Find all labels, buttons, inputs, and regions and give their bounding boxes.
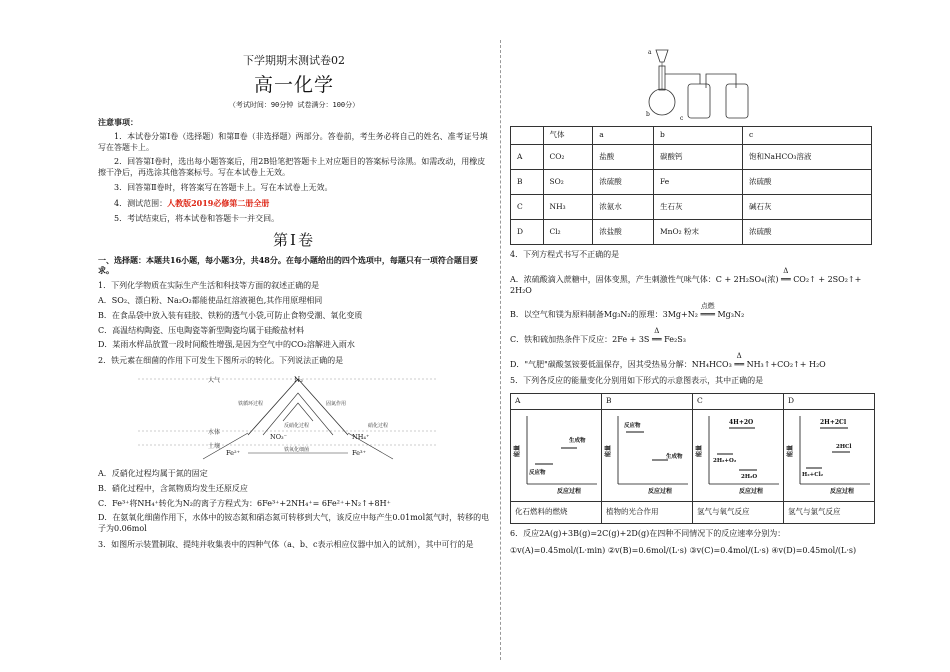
table-cell: 浓硫酸 <box>742 220 871 245</box>
table-cell: Fe <box>653 170 742 195</box>
table-cell: 浓硫酸 <box>742 170 871 195</box>
reaction-condition: Δ <box>654 327 660 336</box>
label-nh4: NH₄⁺ <box>352 432 370 441</box>
energy-diagram-d <box>784 409 875 501</box>
section-instructions: 一、选择题：本题共16小题，每小题3分，共48分。在每小题给出的四个选项中，每题只有一项符合题目要求。 <box>98 254 478 276</box>
exam-title: 高一化学 <box>253 73 334 96</box>
q1-stem: 1．下列化学物质在实际生产生活和科技等方面的叙述正确的是 <box>98 281 320 291</box>
option-label: B <box>602 393 693 409</box>
q5-stem: 5．下列各反应的能量变化分别用如下形式的示意图表示，其中正确的是 <box>510 375 764 385</box>
notice-item: 4．测试范围： <box>114 198 168 208</box>
q6-stem: 6．反应2A(g)+3B(g)=2C(g)+2D(g)在四种不同情况下的反应速率分别为： <box>510 528 786 538</box>
table-header-cell: b <box>653 127 742 145</box>
energy-svg-b <box>604 412 690 496</box>
label-fe3: Fe³⁺ <box>352 448 367 457</box>
rate-item: ①v(A)=0.45mol/(L·min) <box>510 545 606 555</box>
table-cell: D <box>511 220 544 245</box>
section-title: 第Ⅰ卷 <box>273 231 315 250</box>
rate-item: ③v(C)=0.4mol/(L·s) <box>689 545 769 555</box>
axis-progress: 反应过程 <box>739 487 764 495</box>
q2-option-d: D．在氨氧化细菌作用下，水体中的铵态氮和硝态氮可转移到大气，该反应中每产生0.01mol氮气时，转移的电子为0.06mol <box>98 513 490 534</box>
apparatus-label-b: b <box>646 111 650 118</box>
table-header-row <box>511 127 872 145</box>
label-product: 2HCl <box>836 443 852 450</box>
axis-energy: 能量 <box>696 444 703 457</box>
label-water: 水体 <box>208 428 221 436</box>
label-product: 生成物 <box>666 453 683 460</box>
q4-option-text: C．铁和硫加热条件下反应：2Fe + 3S <box>510 335 650 345</box>
notice-item: 2．回答第Ⅰ卷时，选出每小题答案后，用2B铅笔把答题卡上对应题目的答案标号涂黑。如需改动，用橡皮擦干净后，再选涂其他答案标号。写在本试卷上无效。 <box>98 157 486 178</box>
table-cell: Cl₂ <box>543 220 593 245</box>
q4-option-products: Fe₂S₃ <box>664 335 686 345</box>
reaction-arrow: 点燃 ═══ <box>700 302 715 320</box>
notice-item: 3．回答第Ⅱ卷时，将答案写在答题卡上。写在本试卷上无效。 <box>114 182 333 192</box>
table-row <box>511 501 875 523</box>
table-cell: 浓盐酸 <box>593 220 654 245</box>
reaction-condition: Δ <box>736 351 742 360</box>
option-caption: 氢气与氧气反应 <box>693 501 784 523</box>
q4-option-products: Mg₃N₂ <box>717 310 745 320</box>
q2-stem: 2．铁元素在细菌的作用下可发生下图所示的转化。下列说法正确的是 <box>98 356 344 366</box>
q1-option-b: B．在食品袋中放入装有硅胶、铁粉的透气小袋,可防止食物受潮、氧化变质 <box>98 310 363 320</box>
table-cell: A <box>511 145 544 170</box>
table-cell: C <box>511 195 544 220</box>
notice-item: 5．考试结束后，将本试卷和答题卡一并交回。 <box>114 213 280 223</box>
column-divider <box>500 40 501 660</box>
reaction-arrow: Δ ══ <box>734 351 745 369</box>
table-cell: 碱石灰 <box>742 195 871 220</box>
test-scope: 人教版2019必修第二册全册 <box>167 197 270 208</box>
energy-svg-c <box>695 412 781 496</box>
table-cell: NH₃ <box>543 195 593 220</box>
q4-option-b <box>510 302 872 321</box>
option-label: A <box>511 393 602 409</box>
axis-progress: 反应过程 <box>648 487 673 495</box>
table-row <box>511 170 872 195</box>
table-cell: B <box>511 170 544 195</box>
axis-progress: 反应过程 <box>557 487 582 495</box>
table-row <box>511 409 875 501</box>
label-nitri: 硝化过程 <box>368 422 389 429</box>
table-cell: 饱和NaHCO₃溶液 <box>742 145 871 170</box>
reaction-arrow: Δ ══ <box>781 266 791 284</box>
label-fe2: Fe²⁺ <box>226 448 241 457</box>
option-label: C <box>693 393 784 409</box>
energy-svg-a <box>513 412 599 496</box>
notice-item: 1．本试卷分第Ⅰ卷（选择题）和第Ⅱ卷（非选择题）两部分。答卷前，考生务必将自己的姓名、准考证号填写在答题卡上。 <box>98 131 488 152</box>
label-atoms: 4H+2O <box>729 418 754 426</box>
label-process-mid: 反硝化过程 <box>284 422 310 429</box>
q4-option-c <box>510 327 872 346</box>
table-header-cell <box>511 127 544 145</box>
table-header-cell: c <box>742 127 871 145</box>
q5-energy-table <box>510 393 875 524</box>
apparatus-svg <box>640 44 760 122</box>
axis-energy: 能量 <box>514 444 521 457</box>
q4-option-products: CO₂↑ + 2SO₂↑+ 2H₂O <box>510 274 862 295</box>
label-n2: N₂ <box>294 375 303 384</box>
left-column <box>98 48 490 551</box>
label-fe-ox: 铁氧化细菌 <box>284 446 310 453</box>
label-product: 2H₂O <box>741 473 758 480</box>
label-reactant: 反应物 <box>529 469 546 476</box>
table-row <box>511 220 872 245</box>
notice-item-scope <box>98 198 490 210</box>
q4-stem: 4．下列方程式书写不正确的是 <box>510 250 620 259</box>
rate-item: ④v(D)=0.45mol/(L·s) <box>771 545 857 555</box>
axis-energy: 能量 <box>787 444 794 457</box>
table-header-cell: 气体 <box>543 127 593 145</box>
energy-diagram-a <box>511 409 602 501</box>
reaction-condition: Δ <box>783 266 789 275</box>
table-cell: 浓硫酸 <box>593 170 654 195</box>
axis-progress: 反应过程 <box>830 487 855 495</box>
q1-option-a: A．SO₂、漂白粉、Na₂O₂都能使品红溶液褪色,其作用原理相同 <box>98 295 323 305</box>
energy-diagram-c <box>693 409 784 501</box>
table-row <box>511 195 872 220</box>
apparatus-label-c: c <box>680 115 684 122</box>
nitrogen-cycle-svg <box>108 373 448 465</box>
q1-option-d: D．某雨水样品放置一段时间酸性增强,是因为空气中的CO₂溶解进入雨水 <box>98 340 355 350</box>
option-label: D <box>784 393 875 409</box>
label-no3: NO₃⁻ <box>270 432 288 441</box>
q1-option-c: C．高温结构陶瓷、压电陶瓷等新型陶瓷均属于硅酸盐材料 <box>98 325 305 335</box>
label-product: 生成物 <box>569 437 586 444</box>
right-column <box>510 44 872 556</box>
exam-info: （考试时间：90分钟 试卷满分：100分） <box>228 101 360 110</box>
apparatus-label-a: a <box>648 49 652 56</box>
table-cell: 盐酸 <box>593 145 654 170</box>
label-air: 大气 <box>208 376 221 384</box>
label-fe-cycle: 铁循环过程 <box>238 400 264 407</box>
q3-stem: 3．如图所示装置制取、提纯并收集表中的四种气体（a、b、c表示相应仪器中加入的试剂），其中可行的是 <box>98 539 474 549</box>
q4-option-text: B．以空气和镁为原料制备Mg₃N₂的原理：3Mg+N₂ <box>510 310 698 320</box>
reaction-arrow: Δ ══ <box>651 327 662 345</box>
reaction-condition: 点燃 <box>700 302 715 311</box>
label-reactant: 2H₂+O₂ <box>713 457 737 464</box>
q4-option-text: D．"气肥"碳酸氢铵要低温保存，因其受热易分解：NH₄HCO₃ <box>510 359 732 369</box>
table-cell: 碳酸钙 <box>653 145 742 170</box>
table-row <box>511 393 875 409</box>
energy-svg-d <box>786 412 872 496</box>
nitrogen-cycle-diagram <box>108 373 448 465</box>
q2-option-c: C．Fe³⁺将NH₄⁺转化为N₂的离子方程式为：6Fe³⁺+2NH₄⁺= 6Fe²⁺+N₂↑+8H⁺ <box>98 498 391 508</box>
table-cell: 浓氨水 <box>593 195 654 220</box>
option-caption: 氢气与氯气反应 <box>784 501 875 523</box>
label-reactant: H₂+Cl₂ <box>802 471 824 478</box>
table-cell: CO₂ <box>543 145 593 170</box>
energy-diagram-b <box>602 409 693 501</box>
q4-option-a <box>510 266 872 297</box>
q6-rates <box>510 546 872 557</box>
table-cell: MnO₂ 粉末 <box>653 220 742 245</box>
rate-item: ②v(B)=0.6mol/(L·s) <box>607 545 687 555</box>
gas-apparatus-diagram <box>640 44 760 122</box>
q4-option-text: A．浓硫酸滴入蔗糖中，固体变黑，产生刺激性气味气体：C + 2H₂SO₄(浓) <box>510 274 779 284</box>
q2-option-a: A．反硝化过程均属于氮的固定 <box>98 468 208 478</box>
option-caption: 化石燃料的燃烧 <box>511 501 602 523</box>
axis-energy: 能量 <box>605 444 612 457</box>
option-caption: 植物的光合作用 <box>602 501 693 523</box>
table-row <box>511 145 872 170</box>
table-cell: 生石灰 <box>653 195 742 220</box>
table-cell: SO₂ <box>543 170 593 195</box>
label-atoms: 2H+2Cl <box>820 418 847 426</box>
q4-option-products: NH₃↑+CO₂↑+ H₂O <box>746 359 826 369</box>
q3-gas-table <box>510 126 872 245</box>
q4-option-d <box>510 351 872 371</box>
label-soil: 土壤 <box>208 442 221 450</box>
label-reactant: 反应物 <box>624 422 641 429</box>
table-header-cell: a <box>593 127 654 145</box>
notice-heading: 注意事项： <box>98 116 138 127</box>
label-fixation: 固氮作用 <box>326 400 347 407</box>
q2-option-b: B．硝化过程中，含氮物质均发生还原反应 <box>98 483 248 493</box>
exam-subtitle: 下学期期末测试卷02 <box>243 54 345 67</box>
